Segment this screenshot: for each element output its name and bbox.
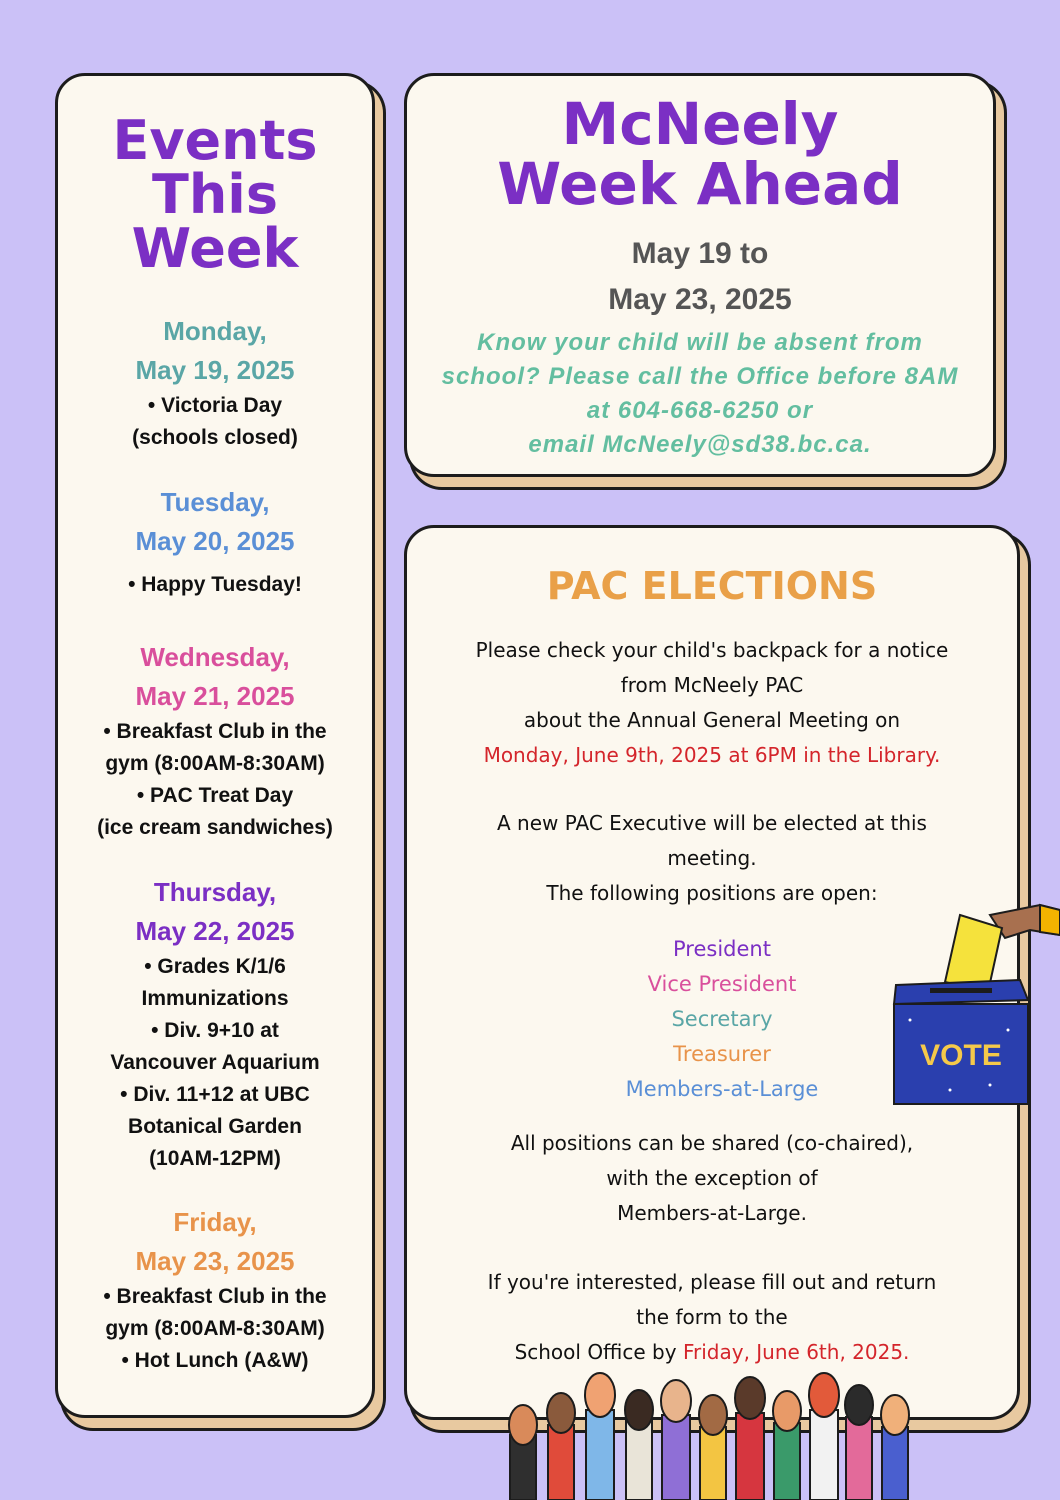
events-title: Events This Week <box>112 109 318 280</box>
day-friday <box>58 1203 372 1377</box>
pac-title: PAC ELECTIONS <box>546 564 878 608</box>
ballot-box-icon <box>890 900 1060 1110</box>
event-item: gym (8:00AM-8:30AM) <box>105 752 325 775</box>
week-ahead-card <box>404 73 996 477</box>
event-item: • Breakfast Club in the <box>103 1285 327 1308</box>
day-wednesday <box>58 638 372 844</box>
day-date: May 22, 2025 <box>135 916 295 946</box>
day-name: Wednesday, <box>140 642 290 672</box>
pac-executive-paragraph: A new PAC Executive will be elected at this meeting. The following positions are open: <box>497 811 927 905</box>
position-members-at-large: Members-at-Large <box>625 1077 819 1101</box>
event-item: gym (8:00AM-8:30AM) <box>105 1317 325 1340</box>
day-name: Tuesday, <box>160 487 270 517</box>
page-title: McNeely Week Ahead <box>497 90 903 218</box>
pac-notice-paragraph: Please check your child's backpack for a notice from McNeely PAC about the Annual General Meeting on Monday, June 9th, 2025 at 6PM in the Library. <box>427 633 997 773</box>
day-monday <box>58 312 372 454</box>
event-item: (10AM-12PM) <box>149 1147 281 1170</box>
event-item: (schools closed) <box>132 426 298 449</box>
event-item: • Victoria Day <box>147 394 283 417</box>
event-item: • Grades K/1/6 <box>144 955 286 978</box>
day-name: Thursday, <box>153 877 277 907</box>
date-range: May 19 to May 23, 2025 <box>608 237 792 316</box>
position-vice-president: Vice President <box>647 972 797 996</box>
event-item: Botanical Garden <box>128 1115 302 1138</box>
day-tuesday <box>58 483 372 601</box>
event-item: • Breakfast Club in the <box>103 720 327 743</box>
event-item: • Hot Lunch (A&W) <box>121 1349 309 1372</box>
event-item: Immunizations <box>141 987 289 1010</box>
position-treasurer: Treasurer <box>673 1042 771 1066</box>
events-card <box>55 73 375 1418</box>
day-thursday <box>58 873 372 1175</box>
meeting-date: Monday, June 9th, 2025 at 6PM in the Library. <box>483 743 941 767</box>
position-secretary: Secretary <box>671 1007 773 1031</box>
event-item: (ice cream sandwiches) <box>97 816 333 839</box>
event-item: • PAC Treat Day <box>136 784 294 807</box>
deadline-date: Friday, June 6th, 2025. <box>682 1340 910 1364</box>
vote-label: VOTE <box>920 1039 1002 1072</box>
raised-hands-icon <box>500 1365 940 1500</box>
position-president: President <box>673 937 771 961</box>
day-date: May 23, 2025 <box>135 1246 295 1276</box>
event-item: • Happy Tuesday! <box>128 573 302 596</box>
positions-list <box>557 932 887 1107</box>
event-item: • Div. 11+12 at UBC <box>120 1083 310 1106</box>
day-date: May 20, 2025 <box>135 526 295 556</box>
day-name: Monday, <box>163 316 267 346</box>
day-date: May 21, 2025 <box>135 681 295 711</box>
absence-notice: Know your child will be absent from school? Please call the Office before 8AM at 604-668-6250 or email McNeely@sd38.bc.ca. <box>441 329 959 458</box>
day-name: Friday, <box>173 1207 257 1237</box>
pac-interest-paragraph: If you're interested, please fill out and return the form to the School Office by Friday, June 6th, 2025. <box>487 1270 937 1364</box>
pac-shared-paragraph: All positions can be shared (co-chaired), with the exception of Members-at-Large. <box>510 1131 914 1225</box>
event-item: • Div. 9+10 at <box>151 1019 279 1042</box>
day-date: May 19, 2025 <box>135 355 295 385</box>
event-item: Vancouver Aquarium <box>110 1051 320 1074</box>
